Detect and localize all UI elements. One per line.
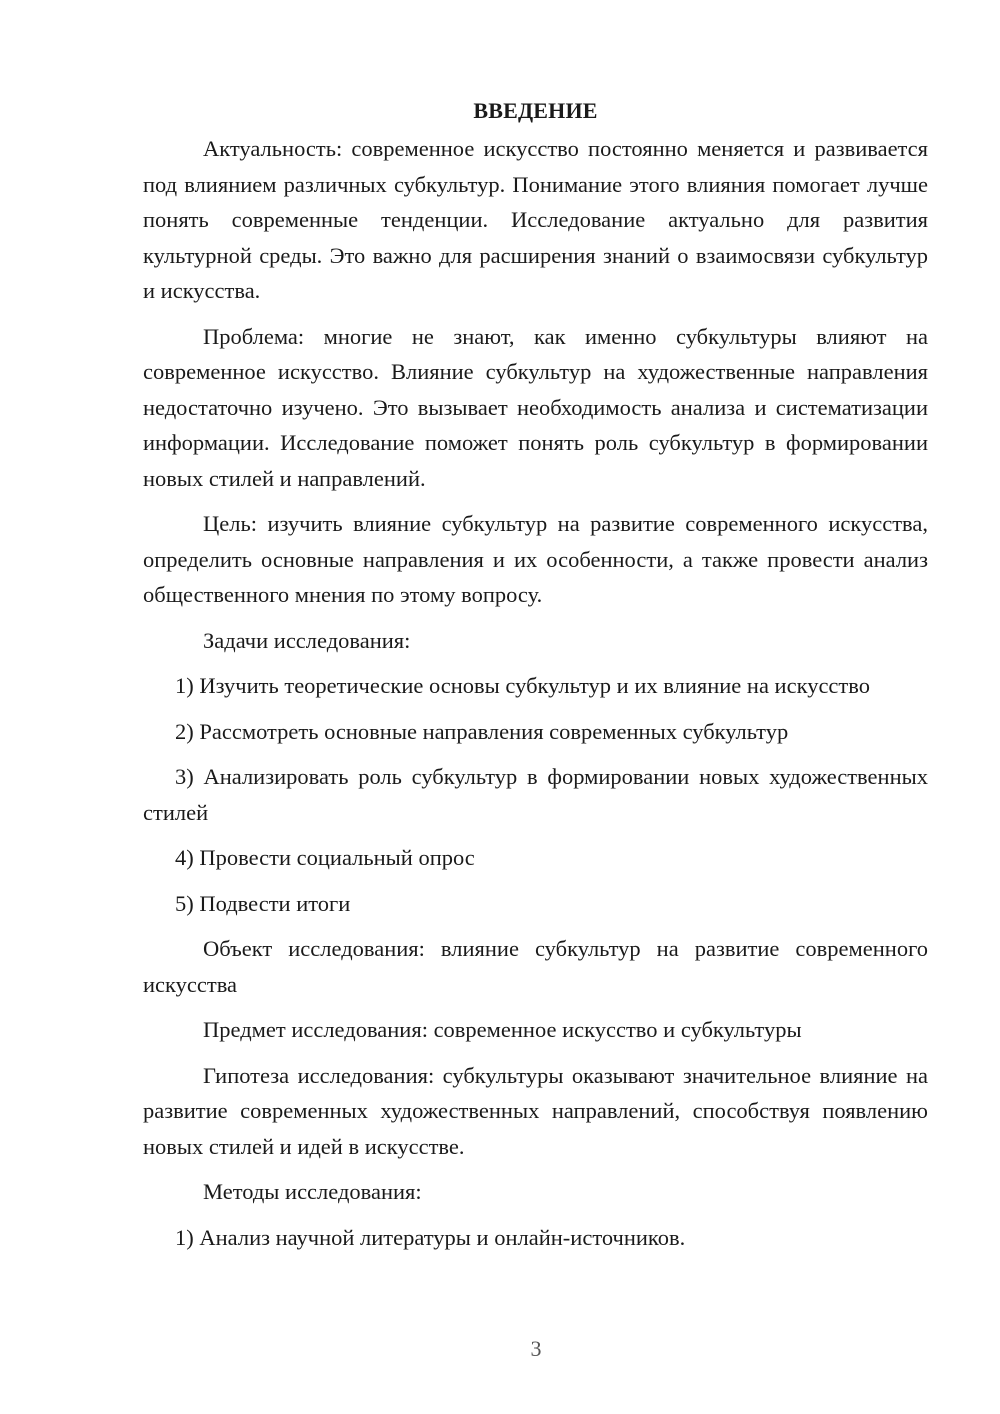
task-item-2: 2) Рассмотреть основные направления современных субкультур <box>175 718 789 744</box>
task-item-1: 1) Изучить теоретические основы субкультур и их влияние на искусство <box>175 673 870 698</box>
paragraph-relevance: Актуальность: современное искусство постоянно меняется и развивается под влиянием различных субкультур. Понимание этого влияния помогает лучше понять современные тенденции. Исследование актуально для развития культурной среды. Это важно для расширения знаний о взаимосвязи субкультур и искусства. <box>143 136 928 303</box>
paragraph-hypothesis: Гипотеза исследования: субкультуры оказывают значительное влияние на развитие современных художественных направлений, способствуя появлению новых стилей и идей в искусстве. <box>143 1062 928 1159</box>
page-content <box>143 95 928 1265</box>
paragraph-problem: Проблема: многие не знают, как именно субкультуры влияют на современное искусство. Влияние субкультур на художественные направления недостаточно изучено. Это вызывает необходимость анализа и систематизации информации. Исследование поможет понять роль субкультур в формировании новых стилей и направлений. <box>143 323 928 491</box>
task-item-5: 5) Подвести итоги <box>175 890 351 916</box>
task-item-4: 4) Провести социальный опрос <box>175 845 475 870</box>
tasks-title: Задачи исследования: <box>203 627 411 653</box>
task-item-3: 3) Анализировать роль субкультур в формировании новых художественных стилей <box>143 764 928 825</box>
paragraph-goal: Цель: изучить влияние субкультур на развитие современного искусства, определить основные направления и их особенности, а также провести анализ общественного мнения по этому вопросу. <box>143 511 928 607</box>
paragraph-object: Объект исследования: влияние субкультур на развитие современного искусства <box>143 936 928 997</box>
page-number: 3 <box>530 1336 542 1361</box>
paragraph-subject: Предмет исследования: современное искусство и субкультуры <box>203 1017 802 1042</box>
section-heading: ВВЕДЕНИЕ <box>473 98 598 123</box>
methods-title: Методы исследования: <box>203 1179 422 1204</box>
method-item-1: 1) Анализ научной литературы и онлайн-источников. <box>175 1224 686 1250</box>
